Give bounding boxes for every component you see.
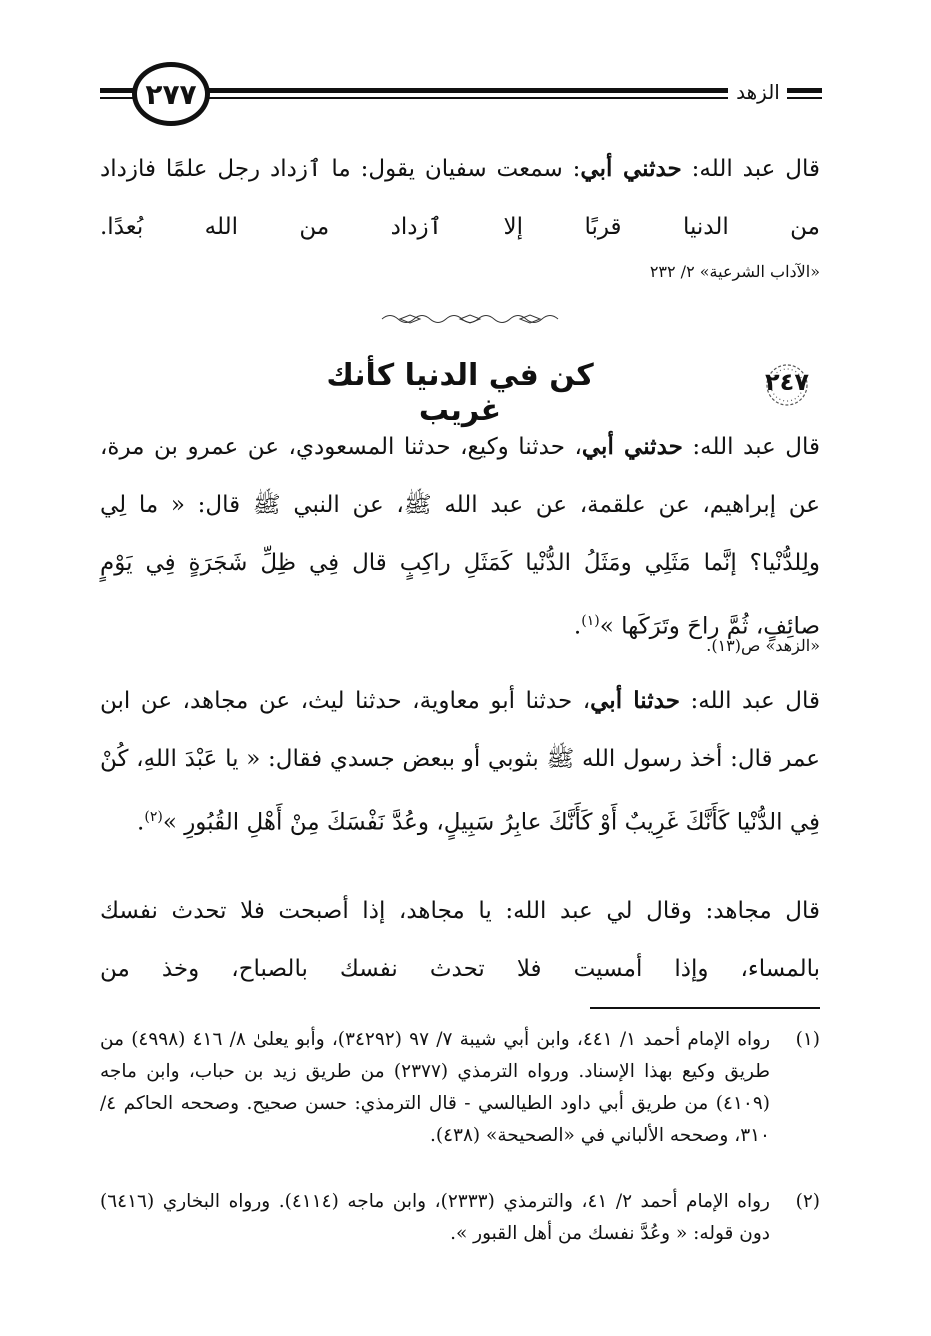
running-title: الزهد <box>736 80 780 104</box>
hadith-paragraph-1 <box>100 418 820 656</box>
para1-source: «الزهد» ص(١٣). <box>706 636 820 655</box>
header-rule-middle <box>208 88 728 106</box>
para2-text: ، حدثنا أبو معاوية، حدثنا ليث، عن مجاهد، عن ابن عمر قال: أخذ رسول الله ﷺ بثوبي أو ببعض جسدي فقال: « يا عَبْدَ اللهِ، كُنْ فِي الدُّنْيا كَأَنَّكَ غَرِيبٌ أَوْ كَأَنَّكَ عابِرُ سَبِيلٍ، وعُدَّ نَفْسَكَ مِنْ أَهْلِ القُبُورِ » <box>100 688 820 836</box>
header-rule-right <box>787 88 822 106</box>
paragraph-3: قال مجاهد: وقال لي عبد الله: يا مجاهد، إذا أصبحت فلا تحدث نفسك بالمساء، وإذا أمسيت فلا تحدث نفسك بالصباح، وخذ من <box>100 898 820 982</box>
page-number: ٢٧٧ <box>132 62 210 126</box>
section-title: كن في الدنيا كأنك غريب <box>326 358 594 428</box>
intro-plain: قال عبد الله: <box>681 156 820 182</box>
intro-narrator: حدثني أبي <box>580 155 682 182</box>
intro-rest: : سمعت سفيان يقول: ما ٱزداد رجل علمًا فازداد من الدنيا قربًا إلا ٱزداد من الله بُعدًا. <box>100 156 820 240</box>
footnote-ref-1[interactable]: (١) <box>581 613 600 629</box>
para1-end: . <box>573 613 582 640</box>
para1-text: ، حدثنا وكيع، حدثنا المسعودي، عن عمرو بن مرة، عن إبراهيم، عن علقمة، عن عبد الله ﷺ، عن النبي ﷺ قال: « ما لِي ولِلدُّنْيا؟ إنَّما مَثَلِي ومَثَلُ الدُّنْيا كَمَثَلِ راكِبٍ قال فِي ظِلِّ شَجَرَةٍ فِي يَوْمٍ صائِفٍ، ثُمَّ راحَ وتَرَكَها » <box>100 434 820 640</box>
intro-source: «الآداب الشرعية» ٢/ ٢٣٢ <box>649 262 820 281</box>
hadith-paragraph-2 <box>100 672 820 904</box>
ornament-divider <box>380 312 560 326</box>
footnote-1-number: (١) <box>795 1029 820 1050</box>
footnote-1-text: رواه الإمام أحمد ١/ ٤٤١، وابن أبي شيبة ٧/ ٩٧ (٣٤٢٩٢)، وأبو يعلىٰ ٨/ ٤١٦ (٤٩٩٨) من طريق وكيع بهذا الإسناد. ورواه الترمذي (٢٣٧٧) من طريق زيد بن حباب، وابن ماجه (٤١٠٩) من طريق أبي داود الطيالسي - قال الترمذي: حسن صحيح. وصححه الحاكم ٤/ ٣١٠، وصححه الألباني في «الصحيحة» (٤٣٨). <box>100 1029 771 1146</box>
footnote-2 <box>100 1186 820 1250</box>
para2-narrator: حدثنا أبي <box>590 687 680 714</box>
para2-end: . <box>137 809 145 836</box>
para1-narrator: حدثني أبي <box>581 433 683 460</box>
intro-paragraph <box>100 140 820 256</box>
para1-plain: قال عبد الله: <box>682 434 820 460</box>
footnote-2-number: (٢) <box>795 1191 820 1212</box>
para2-plain: قال عبد الله: <box>679 688 820 714</box>
footnote-separator <box>590 1007 820 1009</box>
footnote-ref-2[interactable]: (٢) <box>144 809 163 825</box>
footnote-1 <box>100 1024 820 1152</box>
footnote-2-text: رواه الإمام أحمد ٢/ ٤١، والترمذي (٢٣٣٣)، وابن ماجه (٤١١٤). ورواه البخاري (٦٤١٦) دون قوله: « وعُدَّ نفسك من أهل القبور ». <box>100 1191 770 1244</box>
section-number: ٢٤٧ <box>765 368 809 396</box>
